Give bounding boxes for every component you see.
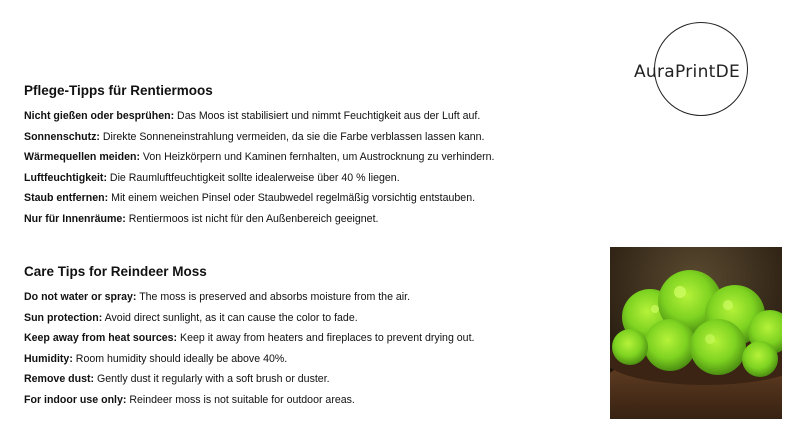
english-item <box>24 390 584 411</box>
english-item-label: Sun protection: <box>24 311 103 324</box>
german-item-text: Das Moos ist stabilisiert und nimmt Feuchtigkeit aus der Luft auf. <box>174 110 481 122</box>
moss-bowl-illustration <box>610 247 782 419</box>
german-item <box>24 127 584 148</box>
english-item-label: For indoor use only: <box>24 393 127 406</box>
german-item-label: Luftfeuchtigkeit: <box>24 171 107 184</box>
german-heading: Pflege-Tipps für Rentiermoos <box>24 83 213 98</box>
english-item-text: Room humidity should ideally be above 40%. <box>72 352 288 365</box>
english-heading: Care Tips for Reindeer Moss <box>24 264 207 279</box>
english-item <box>24 369 584 390</box>
german-item-text: Von Heizkörpern und Kaminen fernhalten, um Austrocknung zu verhindern. <box>139 151 495 164</box>
german-item <box>24 209 584 230</box>
german-item-text: Die Raumluftfeuchtigkeit sollte idealerweise über 40 % liegen. <box>106 171 400 184</box>
brand-logo <box>626 22 742 122</box>
german-item-text: Direkte Sonneneinstrahlung vermeiden, da sie die Farbe verblassen lassen kann. <box>99 130 485 143</box>
english-item <box>24 349 584 370</box>
german-item-label: Staub entfernen: <box>24 192 109 205</box>
german-care-section <box>24 83 584 230</box>
english-item-text: Reindeer moss is not suitable for outdoor areas. <box>126 393 355 406</box>
english-item-text: Gently dust it regularly with a soft brush or duster. <box>94 373 330 386</box>
german-item-text: Rentiermoos ist nicht für den Außenbereich geeignet. <box>125 212 379 225</box>
german-item <box>24 106 584 127</box>
english-item <box>24 328 584 349</box>
german-item <box>24 168 584 189</box>
english-item-text: The moss is preserved and absorbs moisture from the air. <box>136 291 411 303</box>
english-item <box>24 287 584 308</box>
logo-text: AuraPrintDE <box>634 62 741 82</box>
english-item-label: Keep away from heat sources: <box>24 332 178 345</box>
english-item <box>24 308 584 329</box>
german-item <box>24 147 584 168</box>
german-item-label: Nicht gießen oder besprühen: <box>24 110 175 122</box>
german-item-label: Wärmequellen meiden: <box>24 151 140 164</box>
german-item-label: Sonnenschutz: <box>24 130 100 143</box>
german-item-label: Nur für Innenräume: <box>24 212 126 225</box>
moss-bowl-photo <box>610 247 782 419</box>
english-item-text: Keep it away from heaters and fireplaces to prevent drying out. <box>177 332 475 345</box>
english-item-label: Do not water or spray: <box>24 291 137 303</box>
english-care-section <box>24 264 584 411</box>
english-item-label: Remove dust: <box>24 373 95 386</box>
english-item-text: Avoid direct sunlight, as it can cause the color to fade. <box>102 311 358 324</box>
german-item <box>24 188 584 209</box>
german-item-text: Mit einem weichen Pinsel oder Staubwedel regelmäßig vorsichtig entstauben. <box>108 192 476 205</box>
english-item-label: Humidity: <box>24 352 73 365</box>
